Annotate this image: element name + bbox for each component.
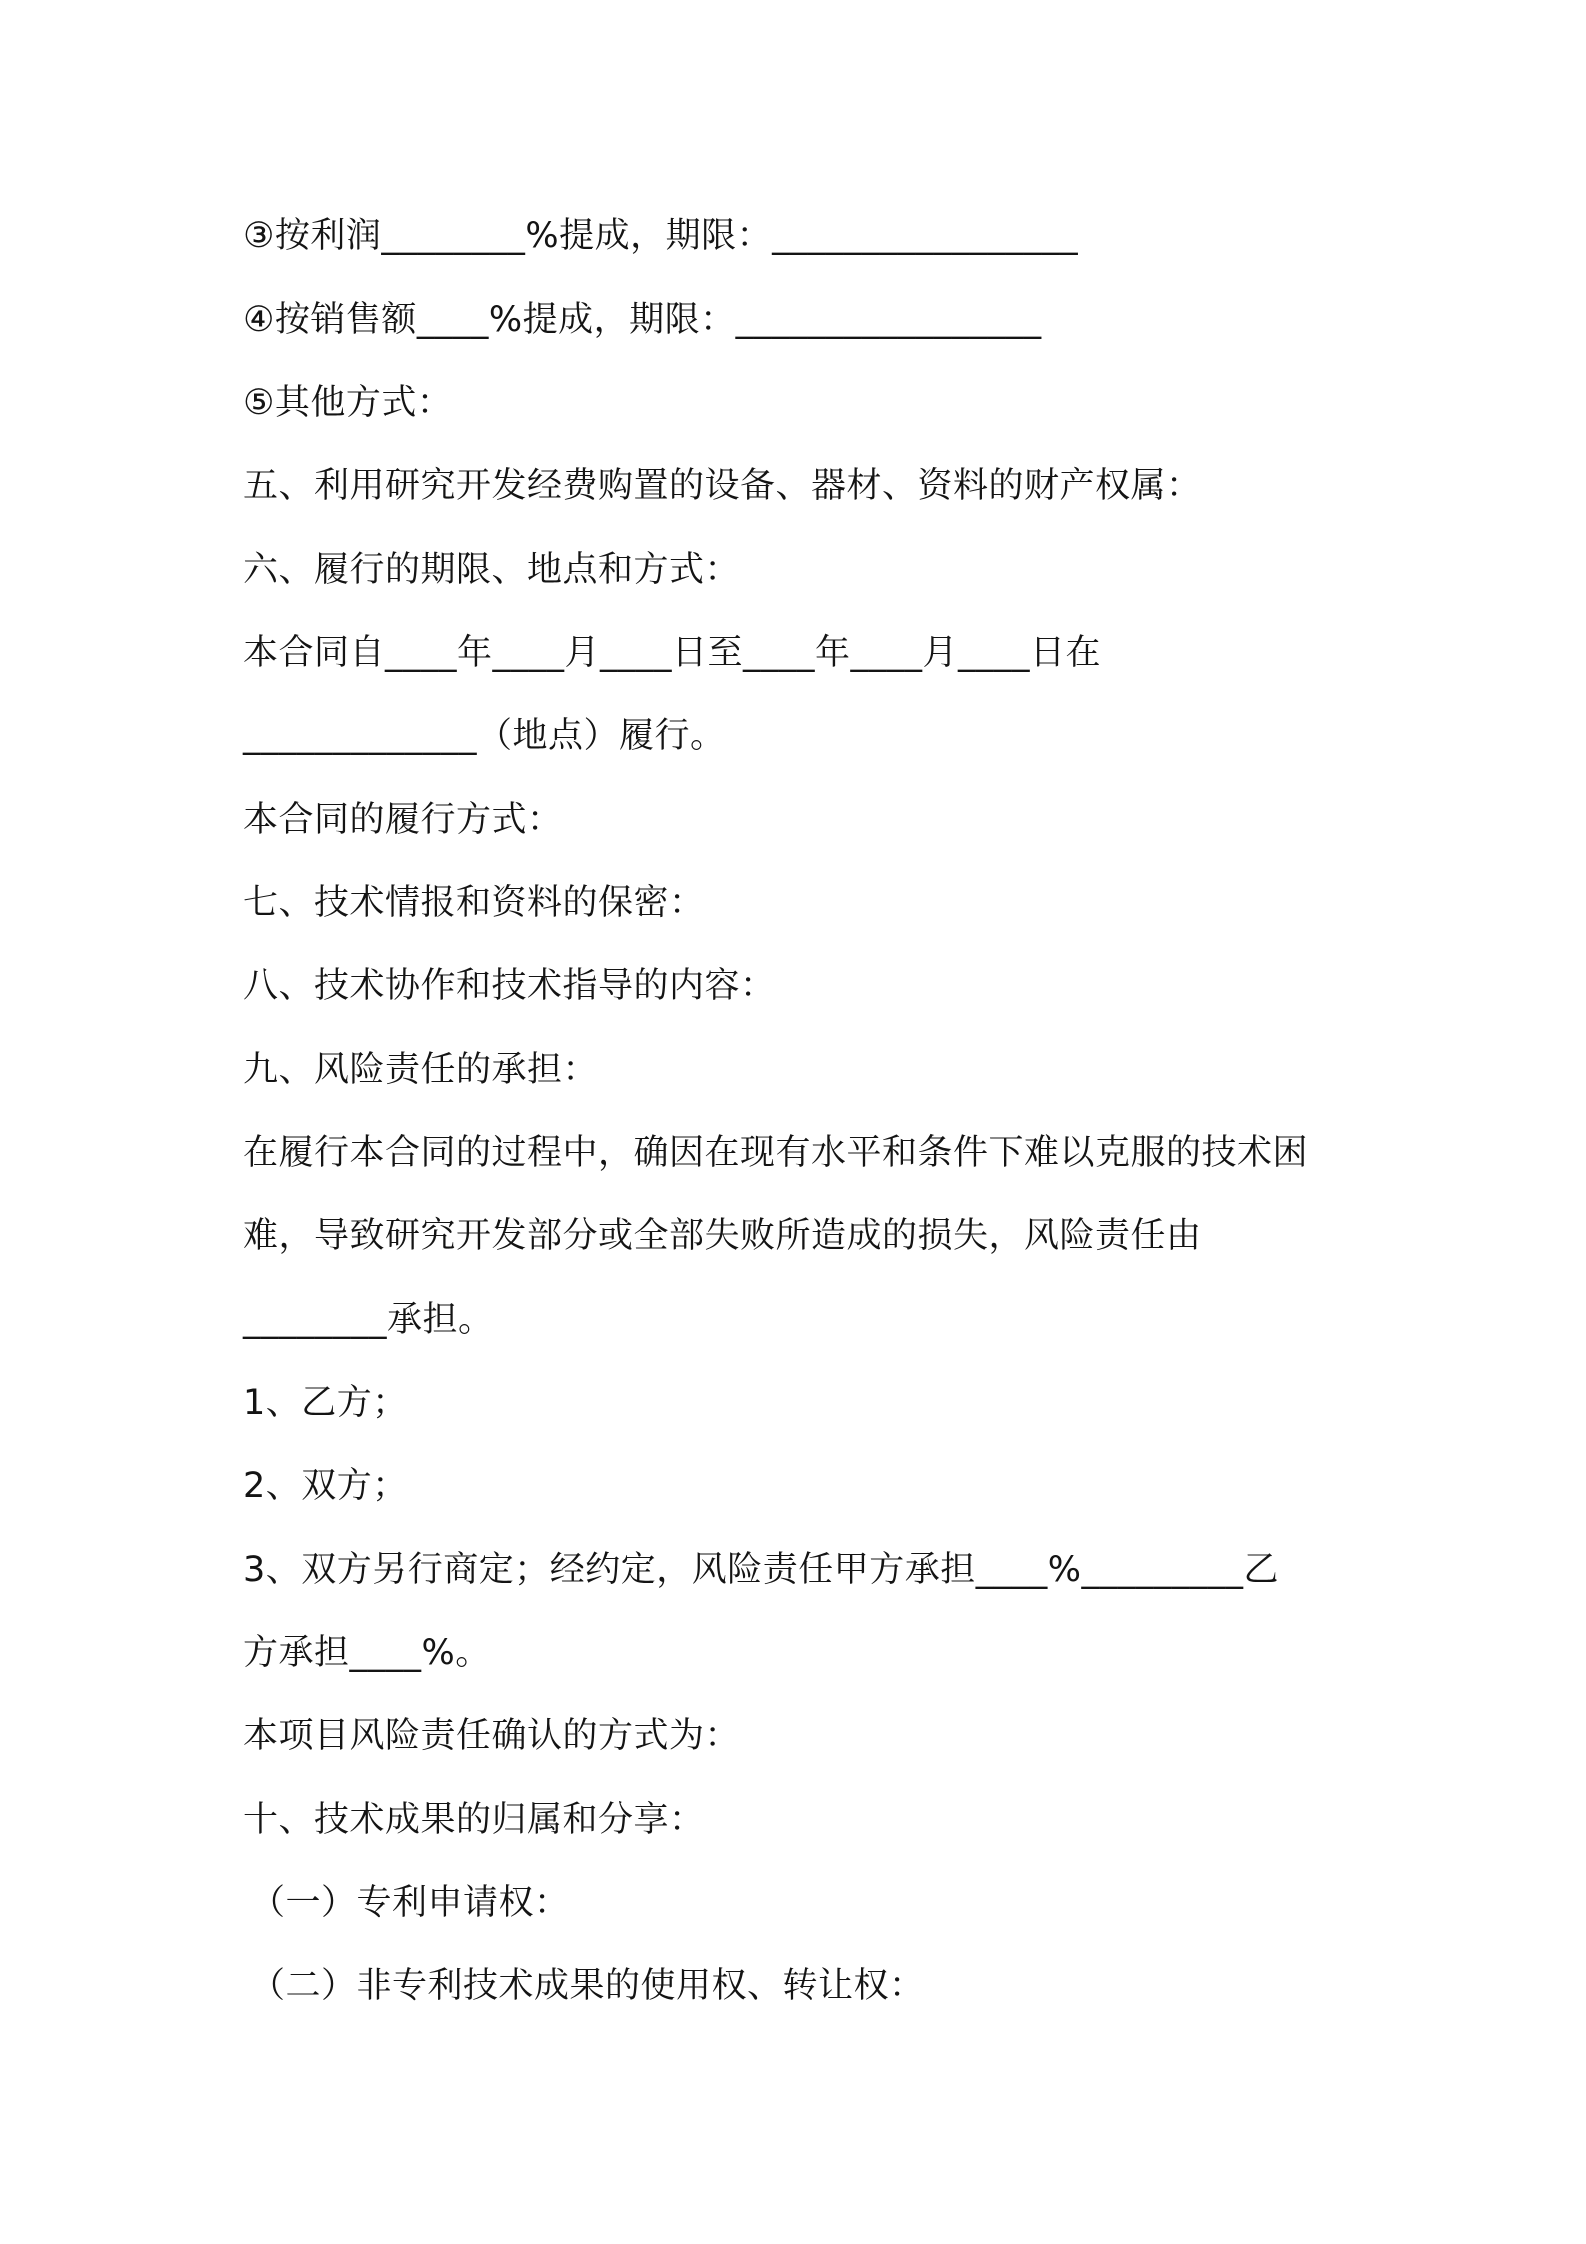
- subheading-patent-right: （一）专利申请权：: [250, 1883, 570, 1923]
- heading-section-10: 十、技术成果的归属和分享：: [243, 1800, 705, 1840]
- line-performance-method: 本合同的履行方式：: [243, 800, 563, 840]
- line-other-method: ⑤其他方式：: [243, 383, 453, 423]
- heading-section-6: 六、履行的期限、地点和方式：: [243, 550, 741, 590]
- option-1: 1、乙方；: [243, 1383, 408, 1423]
- heading-section-5: 五、利用研究开发经费购置的设备、器材、资料的财产权属：: [243, 466, 1202, 506]
- subheading-non-patent-rights: （二）非专利技术成果的使用权、转让权：: [250, 1966, 925, 2006]
- option-2: 2、双方；: [243, 1466, 408, 1506]
- option-3-line-2: 方承担____%。: [243, 1633, 491, 1673]
- paragraph-risk-line-1: 在履行本合同的过程中，确因在现有水平和条件下难以克服的技术困: [243, 1133, 1309, 1173]
- paragraph-risk-line-3: ________承担。: [243, 1300, 494, 1340]
- option-3-line-1: 3、双方另行商定；经约定，风险责任甲方承担____%_________乙: [243, 1550, 1280, 1590]
- line-contract-period: 本合同自____年____月____日至____年____月____日在: [243, 633, 1102, 673]
- heading-section-7: 七、技术情报和资料的保密：: [243, 883, 705, 923]
- heading-section-9: 九、风险责任的承担：: [243, 1050, 599, 1090]
- line-sales-commission: ④按销售额____%提成，期限：_________________: [243, 300, 1042, 340]
- heading-section-8: 八、技术协作和技术指导的内容：: [243, 966, 776, 1006]
- line-risk-confirmation: 本项目风险责任确认的方式为：: [243, 1716, 741, 1756]
- line-profit-commission: ③按利润________%提成，期限：_________________: [243, 216, 1079, 256]
- line-contract-location: _____________（地点）履行。: [243, 716, 726, 756]
- paragraph-risk-line-2: 难，导致研究开发部分或全部失败所造成的损失，风险责任由: [243, 1216, 1202, 1256]
